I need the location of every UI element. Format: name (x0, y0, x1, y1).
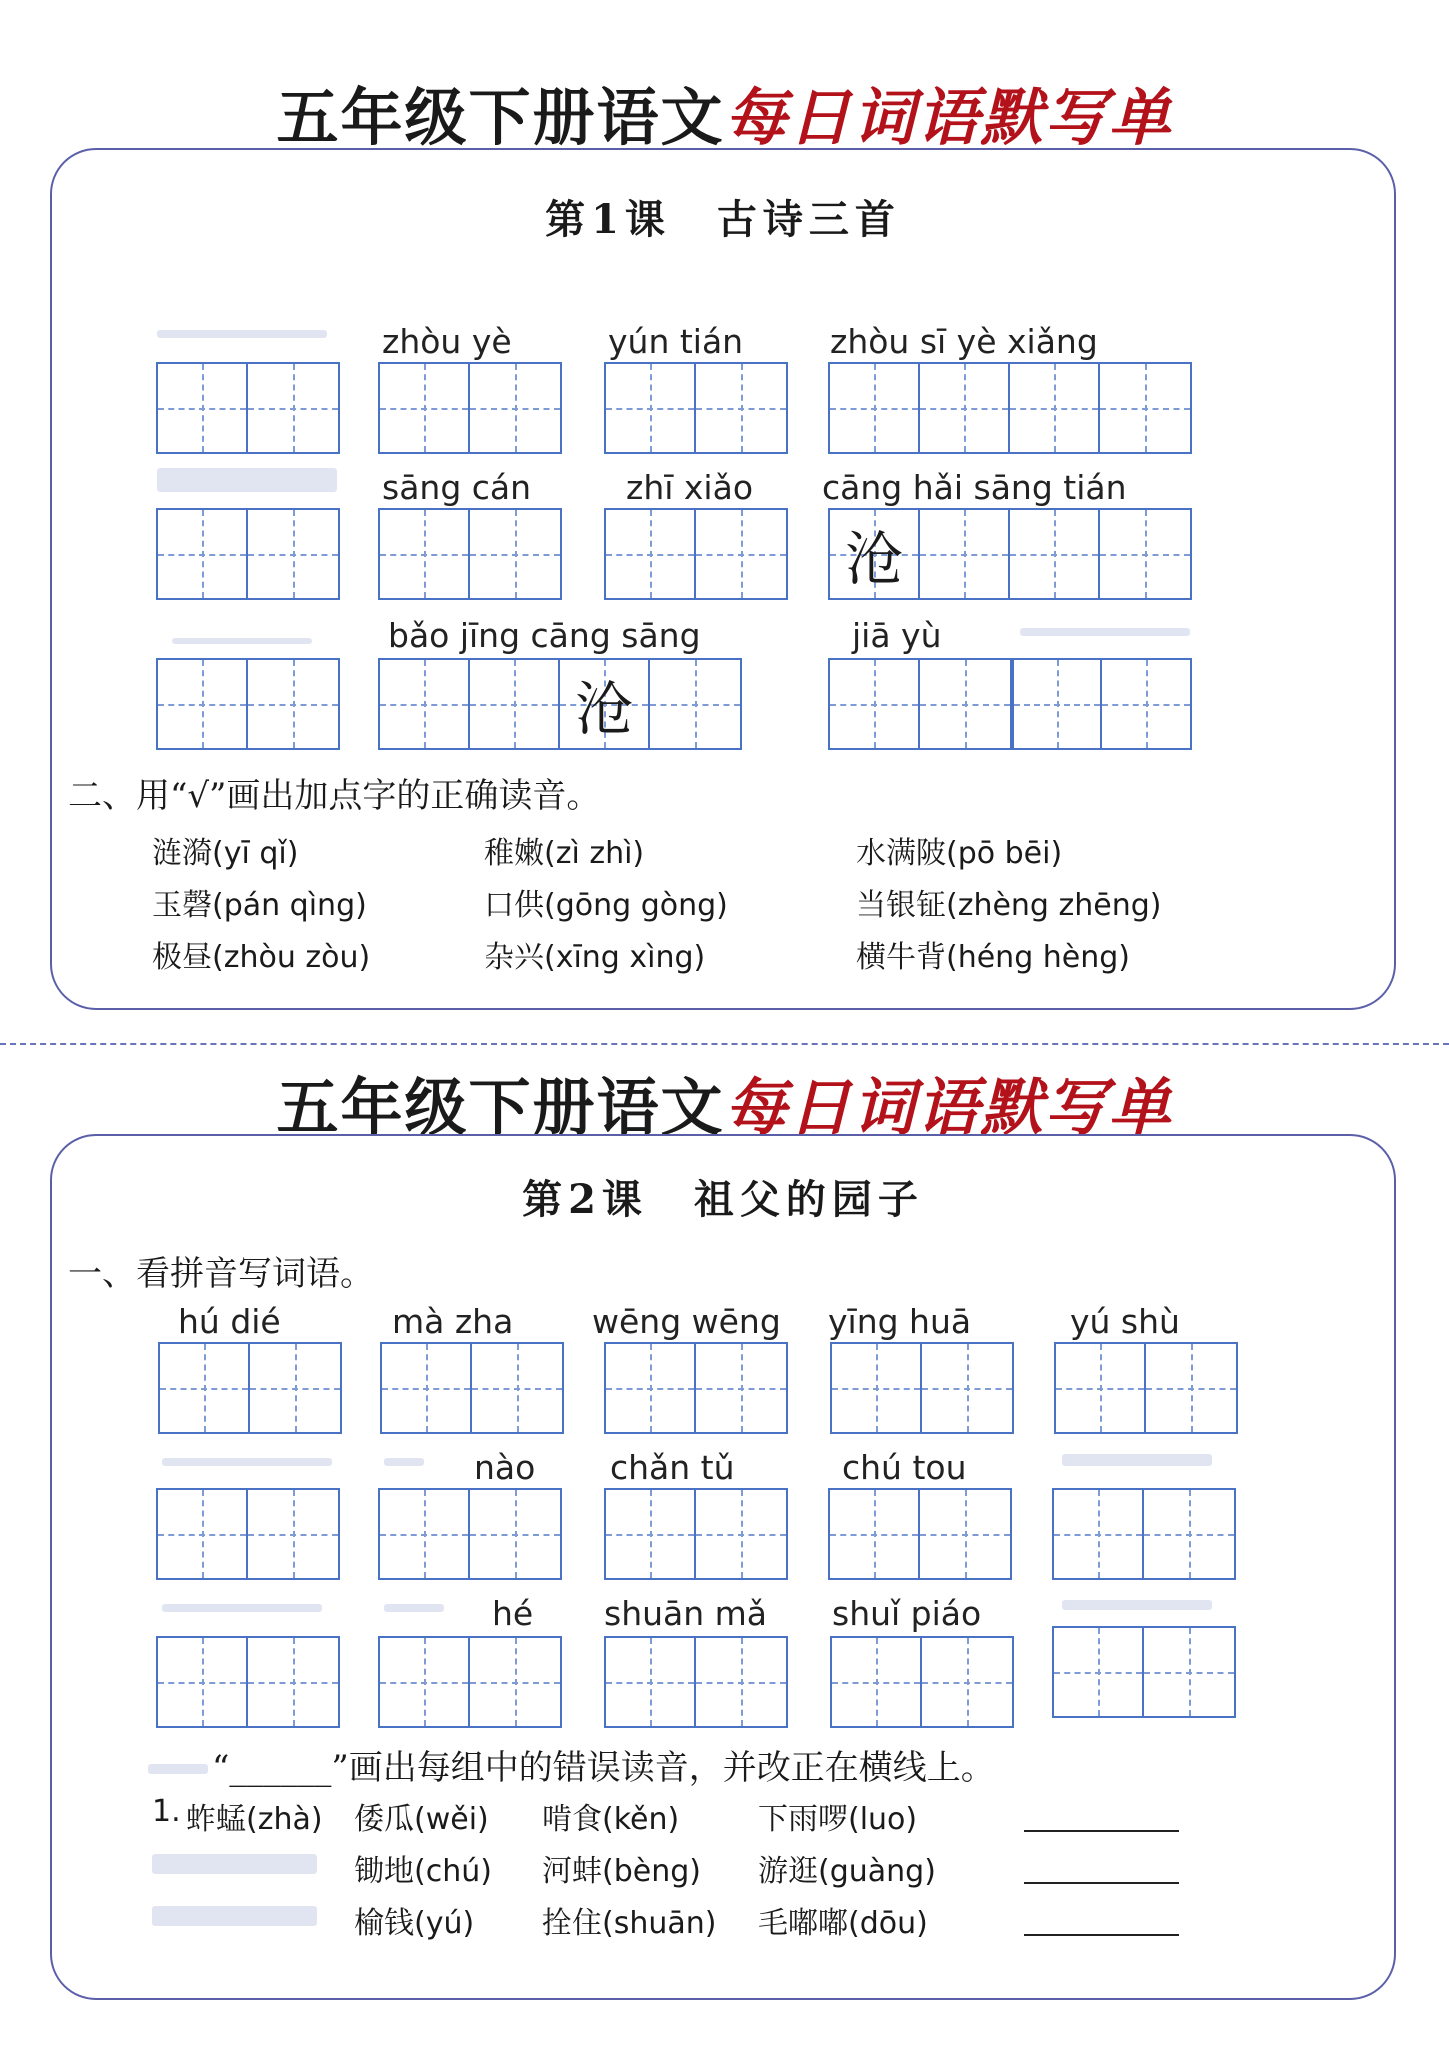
sheet1-card (50, 148, 1396, 1010)
write-box[interactable] (378, 1636, 562, 1728)
pinyin-label: mà zha (392, 1302, 514, 1341)
given-character: 沧 (574, 675, 633, 743)
pinyin-label: shuǐ piáo (832, 1594, 982, 1633)
choice-item[interactable]: 下雨啰(luo) (758, 1802, 918, 1837)
title-black: 五年级下册语文 (276, 1071, 725, 1144)
choice-item[interactable]: 啃食(kěn) (542, 1802, 680, 1837)
write-box[interactable] (156, 1488, 340, 1580)
choice-item[interactable]: 倭瓜(wěi) (354, 1802, 489, 1837)
write-box[interactable] (604, 508, 788, 600)
pinyin-label: chú tou (842, 1448, 967, 1487)
write-box-blank[interactable] (156, 362, 340, 454)
write-box[interactable] (1052, 1488, 1236, 1580)
answer-line[interactable] (1024, 1934, 1179, 1936)
choice-item[interactable]: 极昼(zhòu zòu) (152, 940, 371, 975)
cut-line (0, 1043, 1449, 1045)
choice-item[interactable]: 涟漪(yī qǐ) (152, 836, 299, 871)
write-box[interactable] (158, 1342, 342, 1434)
answer-line[interactable] (1024, 1830, 1179, 1832)
choice-item[interactable]: 口供(gōng gòng) (484, 888, 728, 923)
pinyin-label: hé (492, 1594, 534, 1633)
title-black: 五年级下册语文 (276, 81, 725, 154)
write-box[interactable] (828, 362, 1192, 454)
lesson-title: 第1课 古诗三首 (545, 196, 901, 243)
write-box-blank[interactable] (156, 658, 340, 750)
pinyin-label: yún tián (608, 322, 744, 361)
choice-item[interactable]: 榆钱(yú) (354, 1906, 475, 1941)
write-box[interactable] (1052, 1626, 1236, 1718)
choice-item[interactable]: 杂兴(xīng xìng) (484, 940, 706, 975)
pinyin-label: zhī xiǎo (626, 468, 754, 507)
section-2-heading: “______”画出每组中的错误读音，并改正在横线上。 (212, 1748, 995, 1788)
pinyin-label: nào (474, 1448, 536, 1487)
title-red: 每日词语默写单 (724, 1071, 1173, 1144)
write-box-blank[interactable] (156, 508, 340, 600)
title-red: 每日词语默写单 (724, 81, 1173, 154)
pinyin-label: cāng hǎi sāng tián (822, 468, 1127, 507)
pinyin-label: zhòu sī yè xiǎng (830, 322, 1098, 361)
answer-line[interactable] (1024, 1882, 1179, 1884)
write-box[interactable] (604, 1342, 788, 1434)
sheet2-card (50, 1134, 1396, 2000)
pinyin-label: yīng huā (828, 1302, 972, 1341)
write-box[interactable] (604, 1636, 788, 1728)
choice-item[interactable]: 水满陂(pō bēi) (856, 836, 1063, 871)
pinyin-label: hú dié (178, 1302, 281, 1341)
write-box[interactable] (1054, 1342, 1238, 1434)
pinyin-label: zhòu yè (382, 322, 512, 361)
write-box[interactable] (828, 1488, 1012, 1580)
choice-item[interactable]: 河蚌(bèng) (542, 1854, 701, 1889)
write-box[interactable] (830, 1342, 1014, 1434)
choice-item[interactable]: 玉磬(pán qìng) (152, 888, 367, 923)
write-box-blank[interactable] (1012, 658, 1192, 750)
choice-item[interactable]: 毛嘟嘟(dōu) (758, 1906, 928, 1941)
pinyin-label: chǎn tǔ (610, 1448, 735, 1487)
write-box[interactable] (378, 1488, 562, 1580)
write-box[interactable] (156, 1636, 340, 1728)
choice-item[interactable]: 稚嫩(zì zhì) (484, 836, 645, 871)
write-box[interactable] (830, 1636, 1014, 1728)
write-box[interactable] (604, 1488, 788, 1580)
section-2-heading: 二、用“√”画出加点字的正确读音。 (68, 776, 601, 816)
write-box[interactable] (380, 1342, 564, 1434)
sheet1-title (0, 68, 1449, 157)
row-number: 1. (152, 1794, 181, 1829)
pinyin-label: wēng wēng (592, 1302, 781, 1341)
pinyin-label: jiā yù (852, 616, 942, 655)
write-box[interactable] (378, 362, 562, 454)
choice-item[interactable]: 游逛(guàng) (758, 1854, 936, 1889)
write-box[interactable] (604, 362, 788, 454)
pinyin-label: sāng cán (382, 468, 532, 507)
section-1-heading: 一、看拼音写词语。 (68, 1254, 374, 1294)
choice-item[interactable]: 锄地(chú) (354, 1854, 492, 1889)
pinyin-label: bǎo jīng cāng sāng (388, 616, 701, 655)
given-character: 沧 (844, 525, 903, 593)
choice-item[interactable]: 横牛背(héng hèng) (856, 940, 1130, 975)
pinyin-label: shuān mǎ (604, 1594, 768, 1633)
pinyin-label: yú shù (1070, 1302, 1180, 1341)
write-box[interactable] (378, 658, 742, 750)
choice-item[interactable]: 蚱蜢(zhà) (186, 1802, 323, 1837)
write-box[interactable] (828, 508, 1192, 600)
write-box[interactable] (378, 508, 562, 600)
write-box[interactable] (828, 658, 1012, 750)
lesson-title: 第2课 祖父的园子 (522, 1176, 924, 1223)
choice-item[interactable]: 当银钲(zhèng zhēng) (856, 888, 1162, 923)
choice-item[interactable]: 拴住(shuān) (542, 1906, 717, 1941)
